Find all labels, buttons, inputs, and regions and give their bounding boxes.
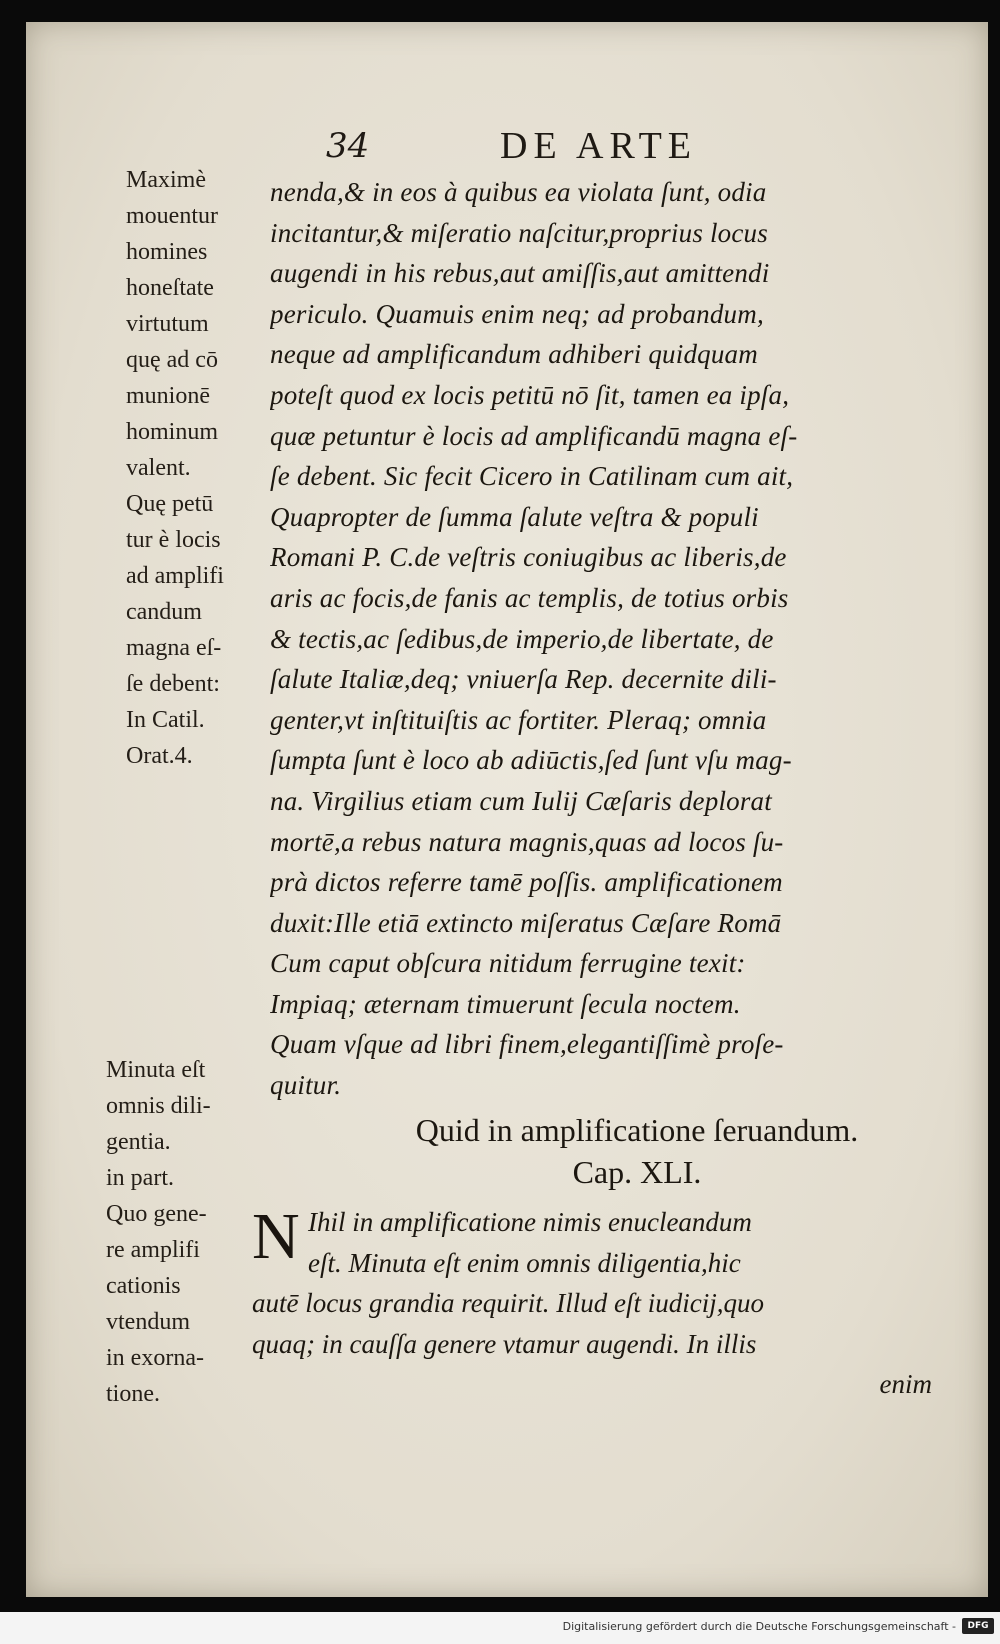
text-line: ſe debent. Sic fecit Cicero in Catilinam cum ait,: [270, 461, 794, 492]
margin-note: Maximè mouentur homines honeſtate virtutum quę ad cō munionē hominum valent. Quę petū tur è locis ad amplifi candum magna eſ- ſe debent: In Catil. Orat.4.: [126, 167, 224, 769]
drop-cap: N: [252, 1200, 300, 1273]
footer-bar: [0, 1612, 1000, 1644]
text-line: ſumpta ſunt è loco ab adiūctis,ſed ſunt vſu mag-: [270, 745, 792, 776]
text-line: mortē,a rebus natura magnis,quas ad locos ſu-: [270, 826, 784, 857]
text-line: Quam vſque ad libri finem,elegantiſſimè proſe-: [270, 1029, 784, 1060]
chapter-body: [252, 1202, 942, 1405]
body-text: [270, 172, 940, 1106]
text-line: prà dictos referre tamē poſſis. amplificationem: [270, 867, 783, 898]
text-line: Romani P. C.de veſtris coniugibus ac liberis,de: [270, 542, 787, 573]
text-line: duxit:Ille etiā extincto miſeratus Cæſare Romā: [270, 907, 782, 938]
dfg-logo-icon: DFG: [962, 1618, 994, 1634]
book-page: [26, 22, 988, 1597]
text-line: eſt. Minuta eſt enim omnis diligentia,hic: [308, 1247, 741, 1278]
text-line: Cum caput obſcura nitidum ferrugine texit:: [270, 948, 746, 979]
text-line: autē locus grandia requirit. Illud eſt iudicij,quo: [252, 1288, 764, 1319]
funding-notice: Digitalisierung gefördert durch die Deutsche Forschungsgemeinschaft -: [562, 1620, 956, 1633]
text-line: aris ac focis,de fanis ac templis, de totius orbis: [270, 582, 789, 613]
running-title: DE ARTE: [500, 125, 697, 167]
text-line: quitur.: [270, 1070, 342, 1101]
text-line: nenda,& in eos à quibus ea violata ſunt, odia: [270, 177, 767, 207]
text-line: quæ petuntur è locis ad amplificandū magna eſ-: [270, 420, 798, 451]
text-line: periculo. Quamuis enim neq; ad probandum,: [270, 298, 764, 329]
text-line: Ihil in amplificatione nimis enucleandum: [308, 1207, 752, 1237]
text-line: na. Virgilius etiam cum Iulij Cæſaris deplorat: [270, 785, 772, 816]
text-line: & tectis,ac ſedibus,de imperio,de libertate, de: [270, 623, 774, 654]
text-line: incitantur,& miſeratio naſcitur,proprius locus: [270, 217, 768, 248]
text-line: ſalute Italiæ,deq; vniuerſa Rep. decernite dili-: [270, 664, 777, 695]
text-line: quaq; in cauſſa genere vtamur augendi. In illis: [252, 1328, 757, 1359]
page-number: 34: [326, 126, 370, 166]
section-title: Quid in amplificatione ſeruandum.: [415, 1112, 859, 1148]
margin-notes: [26, 22, 276, 1597]
text-line: Quapropter de ſumma ſalute veſtra & populi: [270, 501, 759, 532]
text-line: neque ad amplificandum adhiberi quidquam: [270, 339, 758, 370]
text-line: Impiaq; æternam timuerunt ſecula noctem.: [270, 988, 741, 1019]
margin-note: Minuta eſt omnis dili- gentia. in part. Quo gene- re amplifi cationis vtendum in exorna- tione.: [106, 1057, 211, 1407]
chapter-label: Cap. XLI.: [572, 1154, 702, 1190]
text-line: poteſt quod ex locis petitū nō ſit, tamen ea ipſa,: [270, 379, 790, 410]
catchword: enim: [879, 1369, 932, 1400]
text-line: augendi in his rebus,aut amiſſis,aut amittendi: [270, 258, 770, 289]
text-line: genter,vt inſtituiſtis ac fortiter. Pleraq; omnia: [270, 704, 767, 735]
